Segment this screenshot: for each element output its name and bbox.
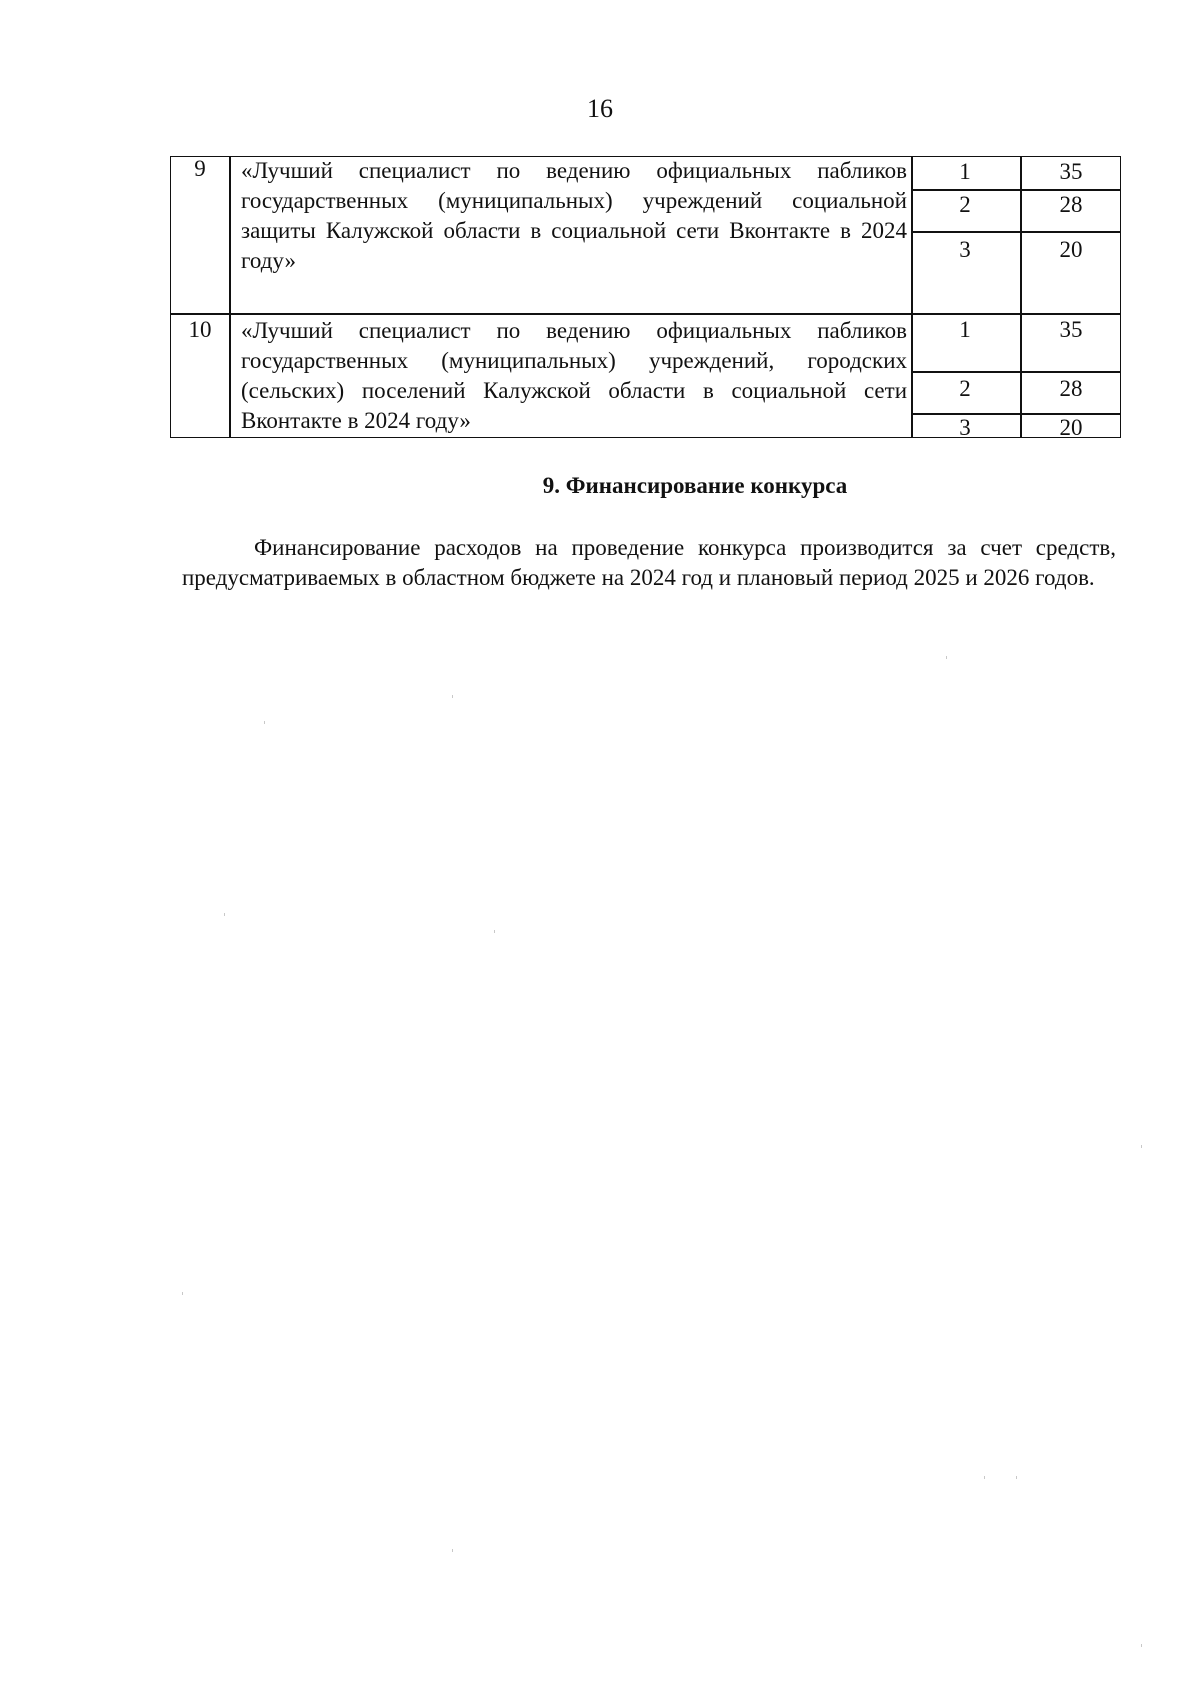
scan-speck — [494, 930, 495, 933]
table-row-divider — [171, 313, 1120, 315]
place-cell: 1 — [959, 159, 971, 184]
table-divider — [911, 231, 1120, 233]
page-number: 16 — [587, 94, 613, 123]
place-cell: 2 — [959, 192, 971, 217]
scan-speck — [224, 913, 225, 916]
scan-speck — [1016, 1476, 1017, 1479]
points-cell: 20 — [1059, 415, 1083, 440]
points-cell: 35 — [1059, 159, 1083, 184]
scan-speck — [264, 721, 265, 724]
scan-speck — [1141, 1145, 1142, 1148]
place-cell: 2 — [959, 376, 971, 401]
points-cell: 28 — [1059, 376, 1083, 401]
points-cell: 28 — [1059, 192, 1083, 217]
scan-speck — [946, 656, 947, 659]
scan-speck — [452, 695, 453, 698]
row-number: 10 — [188, 317, 212, 342]
points-cell: 35 — [1059, 317, 1083, 342]
section-paragraph: Финансирование расходов на проведение конкурса производится за счет средств, предусматриваемых в областном бюджете на 2024 год и плановый период 2025 и 2026 годов. — [182, 535, 1116, 590]
scan-speck — [182, 1292, 183, 1295]
row-description: «Лучший специалист по ведению официальных пабликов государственных (муниципальных) учреждений, городских (сельских) поселений Калужской области в социальной сети Вконтакте в 2024 году» — [241, 318, 907, 433]
place-cell: 3 — [959, 415, 971, 440]
row-number: 9 — [194, 156, 206, 181]
section-heading: 9. Финансирование конкурса — [542, 473, 848, 498]
prize-table — [170, 156, 1121, 438]
row-description: «Лучший специалист по ведению официальных пабликов государственных (муниципальных) учреждений социальной защиты Калужской области в социальной сети Вконтакте в 2024 году» — [241, 158, 907, 273]
points-cell: 20 — [1059, 237, 1083, 262]
place-cell: 3 — [959, 237, 971, 262]
scan-speck — [1141, 1644, 1142, 1647]
table-divider — [229, 157, 231, 437]
scan-speck — [452, 1549, 453, 1552]
table-divider — [911, 371, 1120, 373]
scan-speck — [984, 1476, 985, 1479]
place-cell: 1 — [959, 317, 971, 342]
